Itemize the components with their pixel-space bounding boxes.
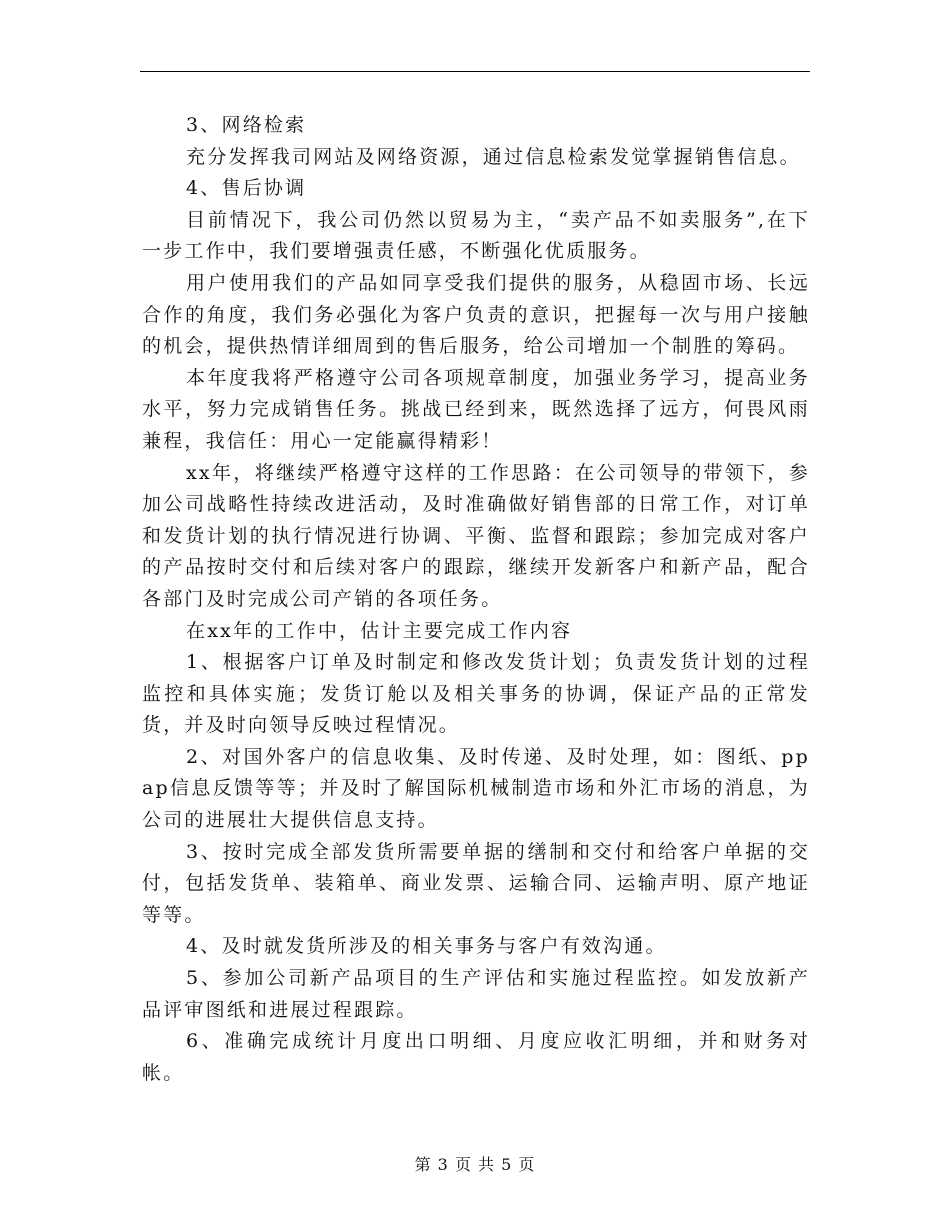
paragraph: 在xx年的工作中，估计主要完成工作内容 [186,619,573,642]
page-number: 第 3 页 共 5 页 [414,1155,536,1174]
list-item: 5、参加公司新产品项目的生产评估和实施过程监控。如发放新产品评审图纸和进展过程跟踪。 [142,967,810,1021]
heading-network-search: 3、网络检索 [186,114,307,136]
paragraph: 目前情况下，我公司仍然以贸易为主，“卖产品不如卖服务”,在下一步工作中，我们要增强责任感，不断强化优质服务。 [142,208,810,263]
paragraph: 本年度我将严格遵守公司各项规章制度，加强业务学习，提高业务水平，努力完成销售任务。挑战已经到来，既然选择了远方，何畏风雨兼程，我信任：用心一定能赢得精彩！ [142,366,810,452]
header-rule [140,71,810,72]
document-body [142,110,810,1089]
list-item: 1、根据客户订单及时制定和修改发货计划；负责发货计划的过程监控和具体实施；发货订舱以及相关事务的协调，保证产品的正常发货，并及时向领导反映过程情况。 [142,651,810,737]
paragraph: xx年，将继续严格遵守这样的工作思路：在公司领导的带领下，参加公司战略性持续改进活动，及时准确做好销售部的日常工作，对订单和发货计划的执行情况进行协调、平衡、监督和跟踪；参加完成对客户的产品按时交付和后续对客户的跟踪，继续开发新客户和新产品，配合各部门及时完成公司产销的各项任务。 [142,461,810,610]
paragraph: 用户使用我们的产品如同享受我们提供的服务，从稳固市场、长远合作的角度，我们务必强化为客户负责的意识，把握每一次与用户接触的机会，提供热情详细周到的售后服务，给公司增加一个制胜的筹码。 [142,271,810,358]
list-item: 4、及时就发货所涉及的相关事务与客户有效沟通。 [186,935,667,958]
heading-after-sales: 4、售后协调 [186,177,307,200]
list-item: 2、对国外客户的信息收集、及时传递、及时处理，如：图纸、ppap信息反馈等等；并及时了解国际机械制造市场和外汇市场的消息，为公司的进展壮大提供信息支持。 [142,745,810,832]
list-item: 6、准确完成统计月度出口明细、月度应收汇明细，并和财务对帐。 [142,1030,810,1084]
list-item: 3、按时完成全部发货所需要单据的缮制和交付和给客户单据的交付，包括发货单、装箱单、商业发票、运输合同、运输声明、原产地证等等。 [142,840,810,926]
paragraph: 充分发挥我司网站及网络资源，通过信息检索发觉掌握销售信息。 [186,145,801,168]
